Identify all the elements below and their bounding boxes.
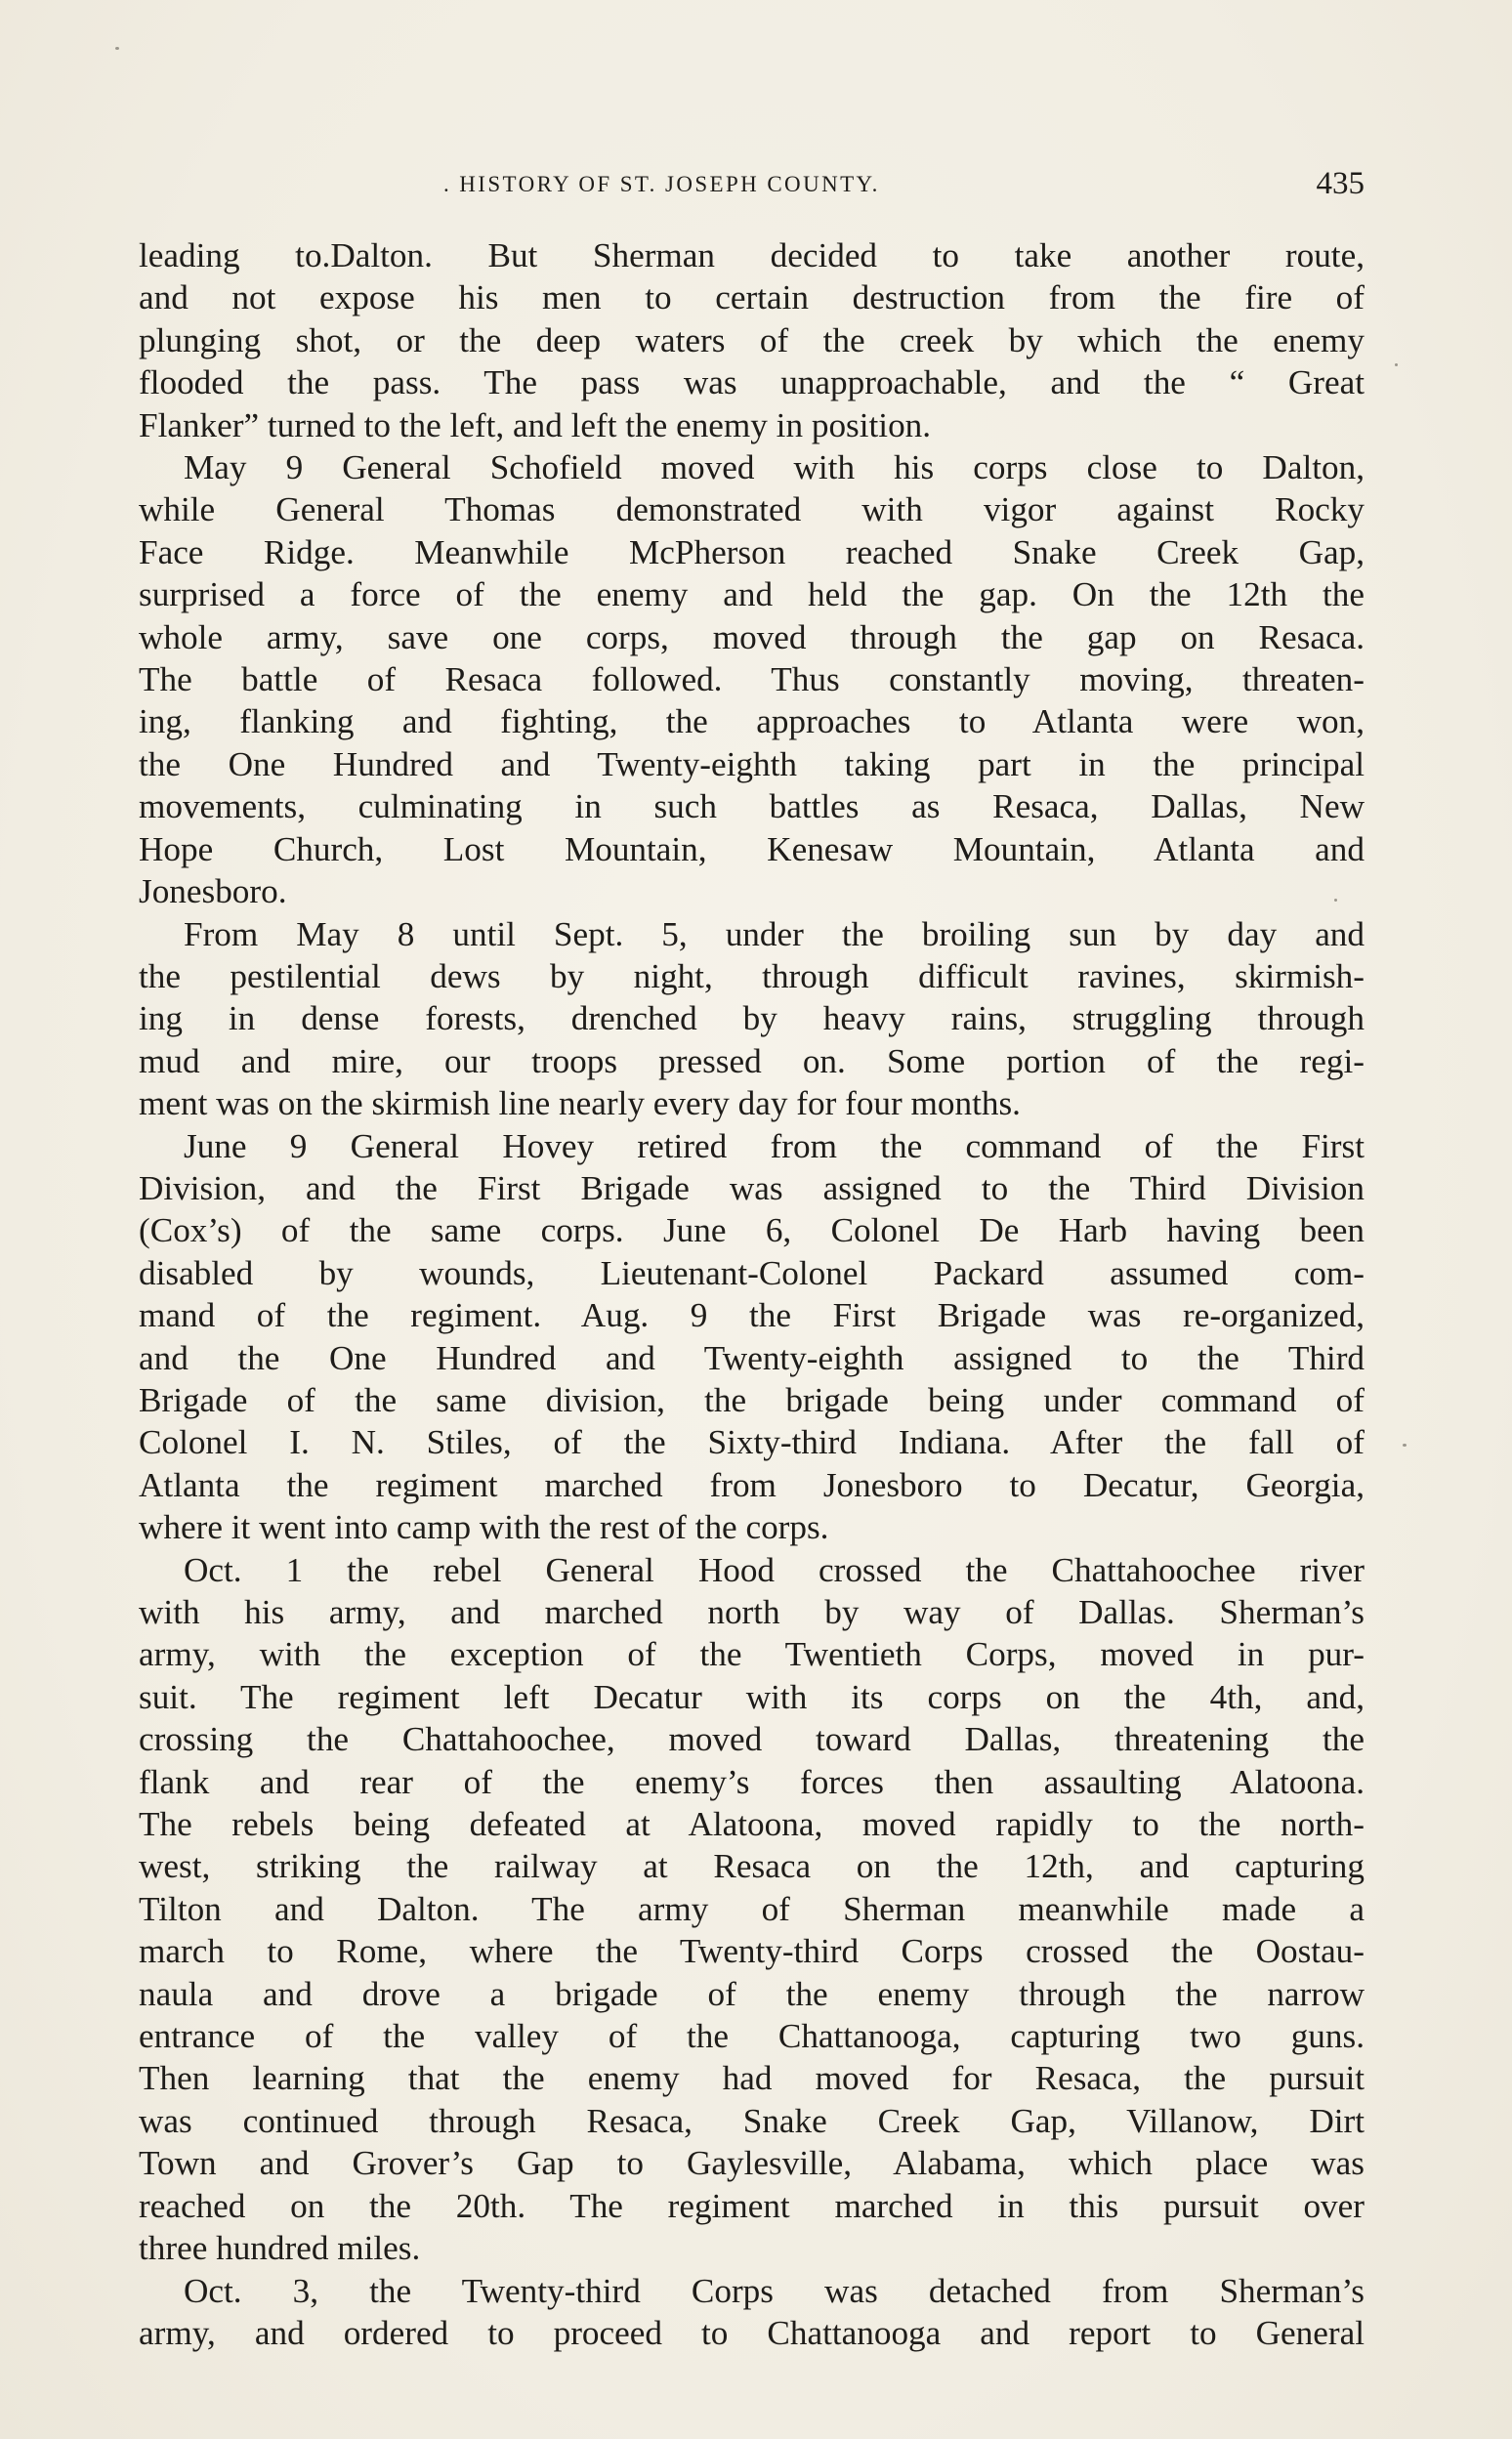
text-line: ing, flanking and fighting, the approaches to Atlanta were won, xyxy=(139,702,1365,741)
body-text xyxy=(139,234,1365,2354)
text-line: and not expose his men to certain destruction from the fire of xyxy=(139,278,1365,317)
text-line: mud and mire, our troops pressed on. Some portion of the regi- xyxy=(139,1041,1365,1080)
text-line: crossing the Chattahoochee, moved toward Dallas, threatening the xyxy=(139,1720,1365,1759)
text-line: leading to.Dalton. But Sherman decided to take another route, xyxy=(139,236,1365,274)
paper-speck xyxy=(115,47,119,50)
text-line: surprised a force of the enemy and held the gap. On the 12th the xyxy=(139,575,1365,614)
page-header xyxy=(139,166,1365,205)
text-line: entrance of the valley of the Chattanooga, capturing two guns. xyxy=(139,2017,1365,2056)
page-number: 435 xyxy=(1316,166,1365,201)
text-line: with his army, and marched north by way of Dallas. Sherman’s xyxy=(139,1593,1365,1631)
text-line: flooded the pass. The pass was unapproachable, and the “ Great xyxy=(139,363,1365,402)
text-line: Town and Grover’s Gap to Gaylesville, Alabama, which place was xyxy=(139,2144,1365,2183)
text-line: ing in dense forests, drenched by heavy rains, struggling through xyxy=(139,999,1365,1038)
text-line: (Cox’s) of the same corps. June 6, Colonel De Harb having been xyxy=(139,1211,1365,1250)
text-line: where it went into camp with the rest of the corps. xyxy=(139,1508,829,1547)
running-head: . HISTORY OF ST. JOSEPH COUNTY. xyxy=(443,172,880,196)
text-line: June 9 General Hovey retired from the command of the First xyxy=(184,1126,1365,1165)
text-line: whole army, save one corps, moved through the gap on Resaca. xyxy=(139,617,1365,656)
text-line: the pestilential dews by night, through difficult ravines, skirmish- xyxy=(139,956,1365,995)
text-line: the One Hundred and Twenty-eighth taking part in the principal xyxy=(139,744,1365,783)
paper-speck xyxy=(1395,363,1398,366)
text-line: suit. The regiment left Decatur with its corps on the 4th, and, xyxy=(139,1677,1365,1716)
text-line: Face Ridge. Meanwhile McPherson reached Snake Creek Gap, xyxy=(139,532,1365,571)
text-line: Atlanta the regiment marched from Jonesboro to Decatur, Georgia, xyxy=(139,1465,1365,1504)
text-line: From May 8 until Sept. 5, under the broiling sun by day and xyxy=(184,914,1365,953)
text-line: Jonesboro. xyxy=(139,872,287,911)
text-line: May 9 General Schofield moved with his corps close to Dalton, xyxy=(184,448,1365,487)
text-line: Division, and the First Brigade was assigned to the Third Division xyxy=(139,1168,1365,1207)
text-line: ment was on the skirmish line nearly every day for four months. xyxy=(139,1084,1021,1123)
text-line: Oct. 3, the Twenty-third Corps was detached from Sherman’s xyxy=(184,2271,1365,2310)
text-line: naula and drove a brigade of the enemy through the narrow xyxy=(139,1974,1365,2013)
text-line: Tilton and Dalton. The army of Sherman meanwhile made a xyxy=(139,1889,1365,1928)
text-line: and the One Hundred and Twenty-eighth assigned to the Third xyxy=(139,1338,1365,1377)
text-line: flank and rear of the enemy’s forces then assaulting Alatoona. xyxy=(139,1762,1365,1801)
text-line: west, striking the railway at Resaca on the 12th, and capturing xyxy=(139,1847,1365,1886)
text-line: three hundred miles. xyxy=(139,2229,421,2268)
text-line: movements, culminating in such battles as Resaca, Dallas, New xyxy=(139,787,1365,826)
text-line: reached on the 20th. The regiment marched in this pursuit over xyxy=(139,2186,1365,2225)
text-line: disabled by wounds, Lieutenant-Colonel Packard assumed com- xyxy=(139,1253,1365,1292)
text-line: The battle of Resaca followed. Thus constantly moving, threaten- xyxy=(139,660,1365,699)
text-line: army, with the exception of the Twentieth Corps, moved in pur- xyxy=(139,1635,1365,1674)
text-line: Colonel I. N. Stiles, of the Sixty-third Indiana. After the fall of xyxy=(139,1423,1365,1462)
text-line: was continued through Resaca, Snake Creek Gap, Villanow, Dirt xyxy=(139,2101,1365,2140)
text-line: Hope Church, Lost Mountain, Kenesaw Mountain, Atlanta and xyxy=(139,829,1365,868)
text-line: plunging shot, or the deep waters of the creek by which the enemy xyxy=(139,320,1365,359)
text-line: Oct. 1 the rebel General Hood crossed the Chattahoochee river xyxy=(184,1550,1365,1589)
text-line: Brigade of the same division, the brigade being under command of xyxy=(139,1380,1365,1419)
paper-speck xyxy=(1403,1444,1407,1447)
text-line: army, and ordered to proceed to Chattanooga and report to General xyxy=(139,2313,1365,2352)
text-line: The rebels being defeated at Alatoona, moved rapidly to the north- xyxy=(139,1805,1365,1844)
text-line: march to Rome, where the Twenty-third Corps crossed the Oostau- xyxy=(139,1932,1365,1971)
text-line: while General Thomas demonstrated with vigor against Rocky xyxy=(139,490,1365,529)
text-line: Flanker” turned to the left, and left the enemy in position. xyxy=(139,405,932,444)
text-line: Then learning that the enemy had moved for Resaca, the pursuit xyxy=(139,2059,1365,2098)
text-line: mand of the regiment. Aug. 9 the First Brigade was re-organized, xyxy=(139,1296,1365,1335)
